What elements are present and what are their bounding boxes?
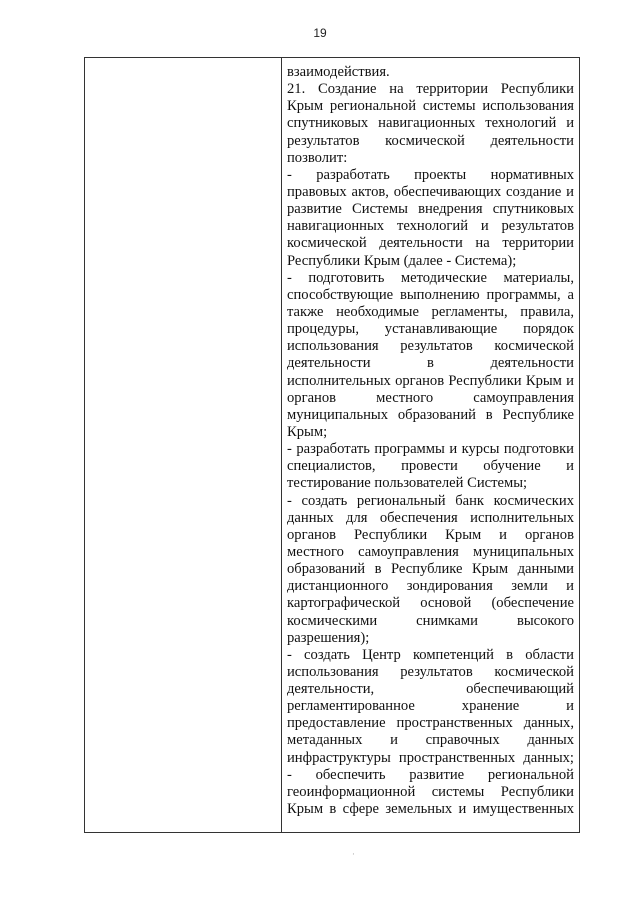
text-line: использования результатов космической [287, 663, 574, 680]
text-line: взаимодействия. [287, 64, 390, 80]
text-line: местного самоуправления муниципальных [287, 543, 574, 560]
text-line: предоставление пространственных данных, [287, 715, 574, 732]
text-line: космическими снимками высокого [287, 612, 574, 629]
document-table [84, 57, 580, 833]
text-line: разрешения); [287, 629, 370, 646]
text-line: также необходимые регламенты, правила, [287, 303, 574, 320]
text-line: способствующие выполнению программы, а [287, 286, 574, 303]
text-line: метаданных и справочных данных [287, 732, 574, 749]
text-line: деятельности, обеспечивающий [287, 681, 574, 698]
text-line: 21. Создание на территории Республики [287, 81, 574, 98]
text-line: Республики Крым (далее - Система); [287, 252, 517, 269]
table-right-cell [282, 58, 579, 832]
text-line: геоинформационной системы Республики [287, 783, 574, 800]
text-line: позволит: [287, 149, 348, 166]
text-line: Крым в сфере земельных и имущественных [287, 801, 574, 818]
scan-speck: · [352, 850, 355, 860]
text-line: исполнительных органов Республики Крым и [287, 372, 574, 389]
text-line: - создать Центр компетенций в области [287, 646, 574, 663]
text-line: - разработать проекты нормативных [287, 166, 574, 183]
text-line: результатов космической деятельности [287, 132, 574, 149]
text-line: дистанционного зондирования земли и [287, 578, 574, 595]
text-line: - разработать программы и курсы подготовки [287, 441, 574, 458]
text-line: инфраструктуры пространственных данных; [287, 749, 574, 766]
text-line: органов Республики Крым и органов [287, 526, 574, 543]
text-line: использования результатов космической [287, 338, 574, 355]
text-line: специалистов, провести обучение и [287, 458, 574, 475]
text-line: - создать региональный банк космических [287, 492, 574, 509]
text-line: образований в Республике Крым данными [287, 561, 574, 578]
text-line: Крым; [287, 423, 328, 440]
text-line: муниципальных образований в Республике [287, 406, 574, 423]
page-number: 19 [313, 26, 327, 40]
text-line: правовых актов, обеспечивающих создание и [287, 183, 574, 200]
text-line: процедуры, устанавливающие порядок [287, 321, 574, 338]
text-line: развитие Системы внедрения спутниковых [287, 201, 574, 218]
text-line: космической деятельности на территории [287, 235, 574, 252]
text-line: деятельности в деятельности [287, 355, 574, 372]
text-line: Крым региональной системы использования [287, 98, 574, 115]
text-line: данных для обеспечения исполнительных [287, 509, 574, 526]
text-line: картографической основой (обеспечение [287, 595, 574, 612]
text-line: регламентированное хранение и [287, 698, 574, 715]
text-line: органов местного самоуправления [287, 389, 574, 406]
text-line: спутниковых навигационных технологий и [287, 115, 574, 132]
text-line: тестирование пользователей Системы; [287, 475, 528, 492]
text-line: навигационных технологий и результатов [287, 218, 574, 235]
text-line: - обеспечить развитие региональной [287, 766, 574, 783]
text-line: - подготовить методические материалы, [287, 269, 574, 286]
table-left-cell [85, 58, 282, 832]
